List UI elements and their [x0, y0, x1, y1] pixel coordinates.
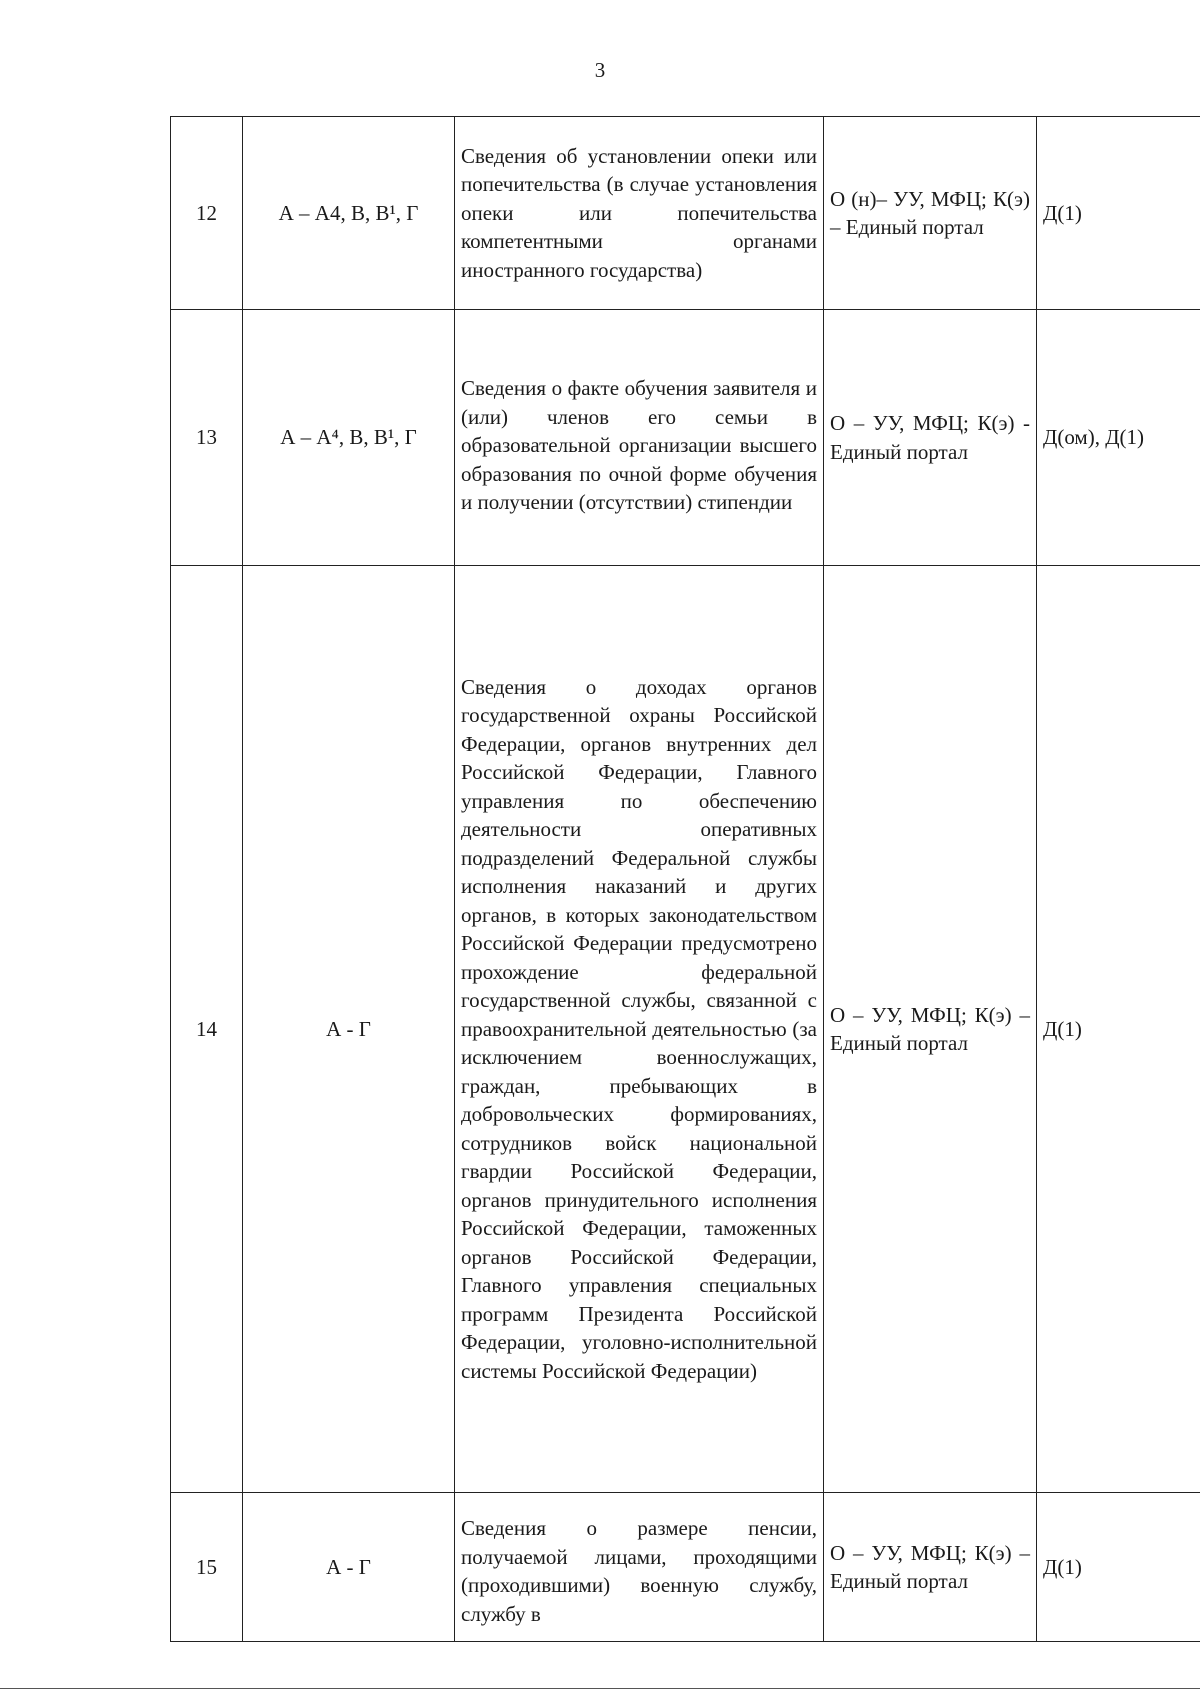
document-code-cell: Д(1) — [1037, 117, 1200, 310]
information-cell: Сведения о размере пенсии, получаемой лицами, проходящими (проходившими) военную службу, службу в — [455, 1493, 824, 1642]
document-code-cell: Д(1) — [1037, 566, 1200, 1493]
row-number-cell: 13 — [171, 310, 243, 566]
source-cell: О – УУ, МФЦ; К(э) – Единый портал — [824, 566, 1037, 1493]
table-row — [171, 310, 1200, 566]
row-number-cell: 15 — [171, 1493, 243, 1642]
table-row — [171, 566, 1200, 1493]
table-row — [171, 117, 1200, 310]
document-table — [170, 116, 1200, 1642]
information-cell: Сведения о доходах органов государственной охраны Российской Федерации, органов внутренних дел Российской Федерации, Главного управления по обеспечению деятельности оперативных подразделений Федеральной службы исполнения наказаний и других органов, в которых законодательством Российской Федерации предусмотрено прохождение федеральной государственной службы, связанной с правоохранительной деятельностью (за исключением военнослужащих, граждан, пребывающих в добровольческих формированиях, сотрудников войск национальной гвардии Российской Федерации, органов принудительного исполнения Российской Федерации, таможенных органов Российской Федерации, Главного управления специальных программ Президента Российской Федерации, уголовно-исполнительной системы Российской Федерации) — [455, 566, 824, 1493]
table-row — [171, 1493, 1200, 1642]
source-cell: О (н)– УУ, МФЦ; К(э) – Единый портал — [824, 117, 1037, 310]
source-cell: О – УУ, МФЦ; К(э) – Единый портал — [824, 1493, 1037, 1642]
row-number-cell: 14 — [171, 566, 243, 1493]
information-cell: Сведения об установлении опеки или попечительства (в случае установления опеки или попечительства компетентными органами иностранного государства) — [455, 117, 824, 310]
categories-cell: А - Г — [243, 566, 455, 1493]
categories-cell: А – А⁴, В, В¹, Г — [243, 310, 455, 566]
page-number: 3 — [594, 58, 606, 82]
information-cell: Сведения о факте обучения заявителя и (или) членов его семьи в образовательной организации высшего образования по очной форме обучения и получении (отсутствии) стипендии — [455, 310, 824, 566]
row-number-cell: 12 — [171, 117, 243, 310]
document-code-cell: Д(1) — [1037, 1493, 1200, 1642]
source-cell: О – УУ, МФЦ; К(э) - Единый портал — [824, 310, 1037, 566]
categories-cell: А – А4, В, В¹, Г — [243, 117, 455, 310]
categories-cell: А - Г — [243, 1493, 455, 1642]
scan-edge-line — [0, 1688, 1200, 1689]
document-code-cell: Д(ом), Д(1) — [1037, 310, 1200, 566]
